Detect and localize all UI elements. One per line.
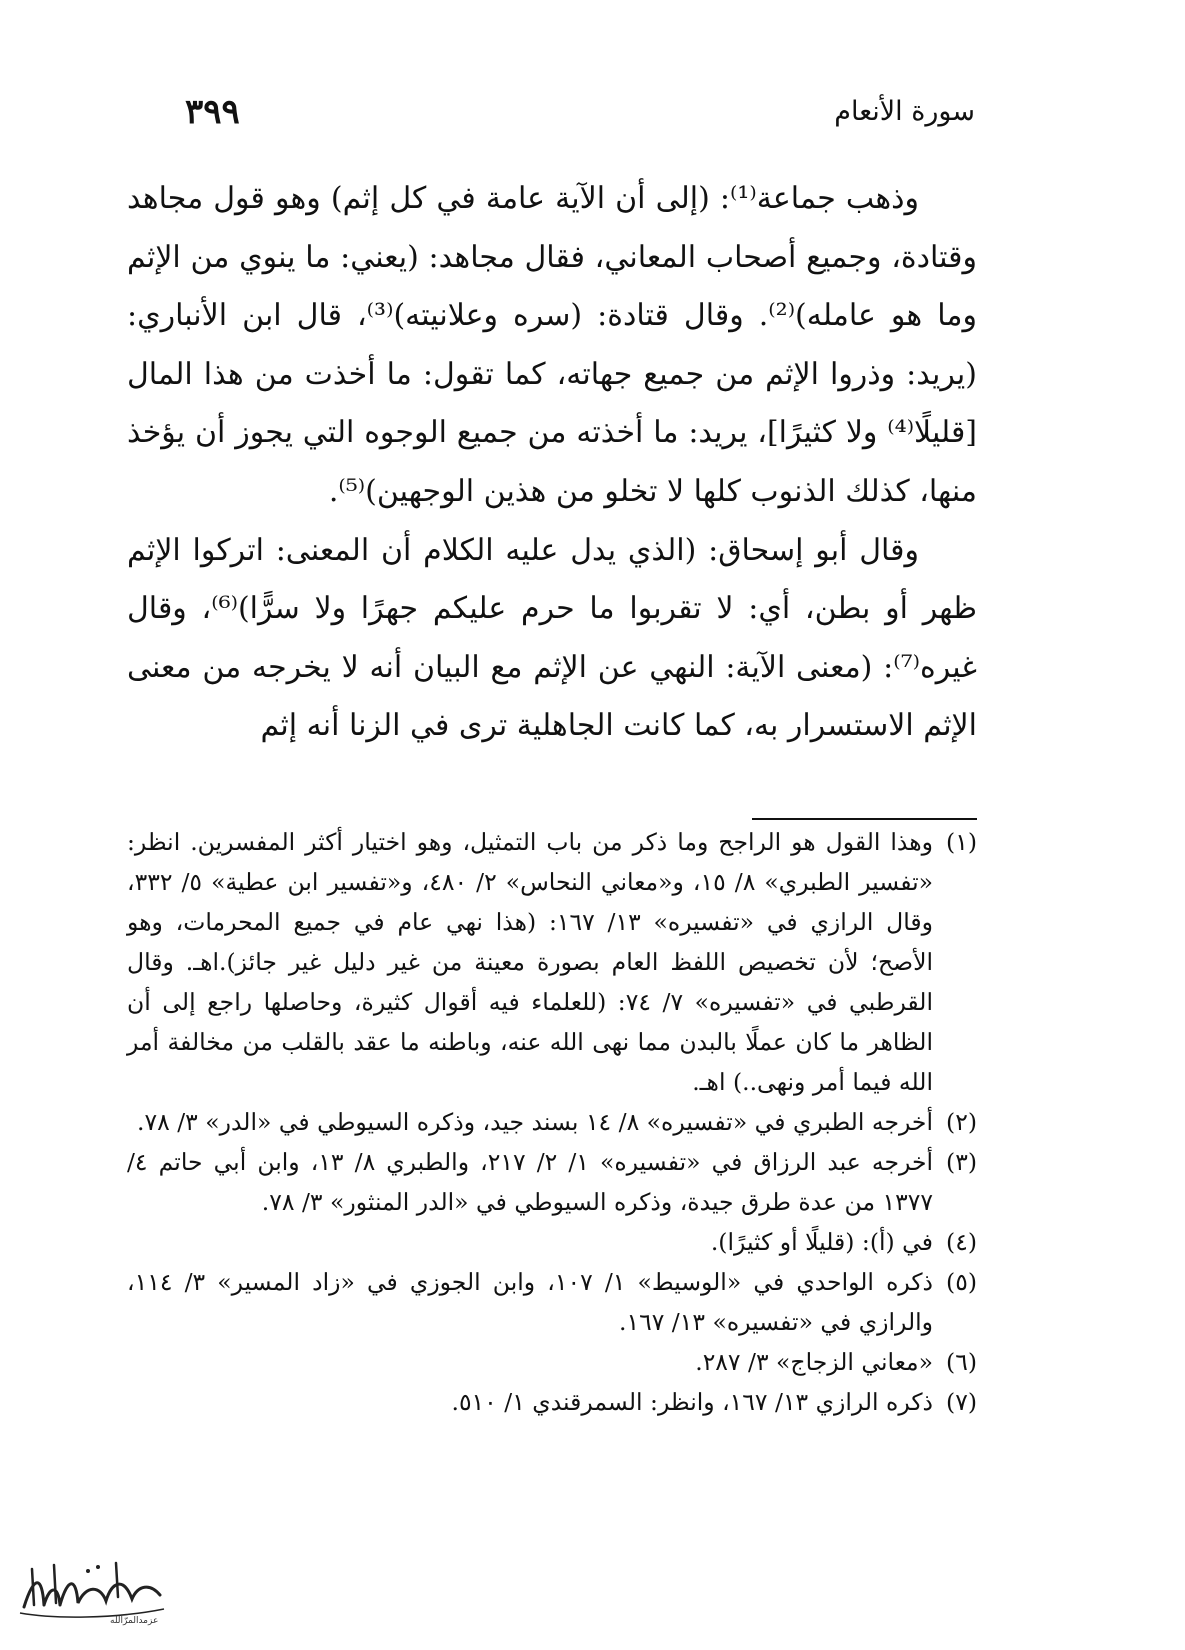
footnote-4: [127, 1222, 977, 1262]
footnote-text: ذكره الواحدي في «الوسيط» ١/ ١٠٧، وابن الجوزي في «زاد المسير» ٣/ ١١٤، والرازي في «تفسيره» ١٣/ ١٦٧.: [127, 1268, 934, 1336]
footnote-text: أخرجه عبد الرزاق في «تفسيره» ١/ ٢/ ٢١٧، والطبري ٨/ ١٣، وابن أبي حاتم ٤/ ١٣٧٧ من عدة طرق جيدة، وذكره السيوطي في «الدر المنثور» ٣/ ٧٨.: [127, 1148, 934, 1216]
footnote-number: (١): [946, 828, 977, 856]
footnote-separator: [752, 818, 977, 820]
footnote-text: ذكره الرازي ١٣/ ١٦٧، وانظر: السمرقندي ١/ ٥١٠.: [451, 1388, 933, 1416]
footnote-5: [127, 1262, 977, 1342]
paragraph-2: وقال أبو إسحاق: (الذي يدل عليه الكلام أن المعنى: اتركوا الإثم ظهر أو بطن، أي: لا تقربوا ما حرم عليكم جهرًا ولا سرًّا)⁽⁶⁾، وقال غيره⁽⁷⁾: (معنى الآية: النهي عن الإثم مع البيان أنه لا يخرجه من معنى الإثم الاستسرار به، كما كانت الجاهلية ترى في الزنا أنه إثم: [127, 532, 977, 744]
footnote-1: [127, 822, 977, 1102]
footnotes: [127, 822, 977, 1422]
footnote-number: (٢): [946, 1108, 977, 1136]
footnote-number: (٣): [946, 1148, 977, 1176]
surah-title: سورة الأنعام: [834, 96, 975, 127]
footnote-number: (٧): [946, 1388, 977, 1416]
footnote-number: (٦): [946, 1348, 977, 1376]
page-number: ٣٩٩: [185, 92, 240, 132]
footnote-6: [127, 1342, 977, 1382]
footnote-7: [127, 1382, 977, 1422]
footnote-2: [127, 1102, 977, 1142]
footnote-number: (٥): [946, 1268, 977, 1296]
calligraphy-logo-icon: [14, 1555, 174, 1627]
main-text: [127, 170, 977, 756]
footnote-text: «معاني الزجاج» ٣/ ٢٨٧.: [695, 1348, 933, 1376]
watermark-logo: [14, 1555, 174, 1627]
footnote-text: أخرجه الطبري في «تفسيره» ٨/ ١٤ بسند جيد، وذكره السيوطي في «الدر» ٣/ ٧٨.: [137, 1108, 933, 1136]
footnote-number: (٤): [946, 1228, 977, 1256]
footnote-3: [127, 1142, 977, 1222]
footnote-text: وهذا القول هو الراجح وما ذكر من باب التمثيل، وهو اختيار أكثر المفسرين. انظر: «تفسير الطبري» ٨/ ١٥، و«معاني النحاس» ٢/ ٤٨٠، و«تفسير ابن عطية» ٥/ ٣٣٢، وقال الرازي في «تفسيره» ١٣/ ١٦٧: (هذا نهي عام في جميع المحرمات، وهو الأصح؛ لأن تخصيص اللفظ العام بصورة معينة من غير دليل غير جائز).اهـ. وقال القرطبي في «تفسيره» ٧/ ٧٤: (للعلماء فيه أقوال كثيرة، وحاصلها راجع إلى أن الظاهر ما كان عملًا بالبدن مما نهى الله عنه، وباطنه ما عقد بالقلب من مخالفة أمر الله فيما أمر ونهى..) اهـ.: [127, 828, 934, 1096]
watermark-subtext: عزمدالمرّالله: [110, 1616, 159, 1626]
paragraph-1: وذهب جماعة⁽¹⁾: (إلى أن الآية عامة في كل إثم) وهو قول مجاهد وقتادة، وجميع أصحاب المعاني، فقال مجاهد: (يعني: ما ينوي من الإثم وما هو عامله)⁽²⁾. وقال قتادة: (سره وعلانيته)⁽³⁾، قال ابن الأنباري: (يريد: وذروا الإثم من جميع جهاته، كما تقول: ما أخذت من هذا المال [قليلًا⁽⁴⁾ ولا كثيرًا]، يريد: ما أخذته من جميع الوجوه التي يجوز أن يؤخذ منها، كذلك الذنوب كلها لا تخلو من هذين الوجهين)⁽⁵⁾.: [127, 181, 977, 509]
footnote-text: في (أ): (قليلًا أو كثيرًا).: [710, 1228, 933, 1256]
page-header: [185, 92, 975, 140]
